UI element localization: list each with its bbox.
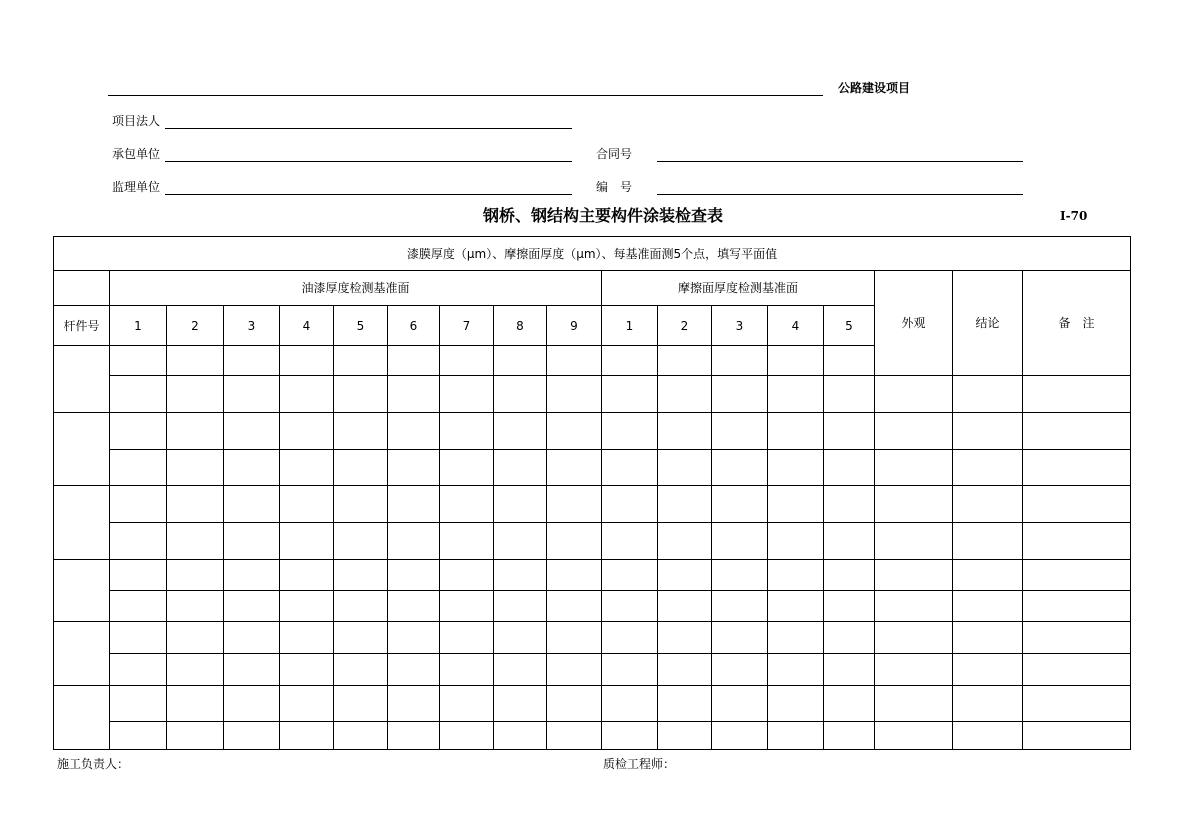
table-cell[interactable]: [440, 560, 494, 591]
conclusion-cell[interactable]: [953, 654, 1023, 686]
table-cell[interactable]: [110, 346, 167, 376]
remarks-cell[interactable]: [1023, 560, 1131, 591]
table-cell[interactable]: [280, 376, 334, 413]
legal-person-label: 项目法人: [112, 114, 161, 128]
table-cell[interactable]: [440, 376, 494, 413]
conclusion-cell[interactable]: [953, 450, 1023, 486]
table-cell[interactable]: [334, 413, 388, 450]
table-cell[interactable]: [224, 686, 280, 722]
table-cell[interactable]: [658, 450, 712, 486]
member-no-cell[interactable]: [54, 622, 110, 686]
table-cell[interactable]: [440, 654, 494, 686]
friction-col-header: 3: [712, 306, 768, 346]
table-cell[interactable]: [712, 622, 768, 654]
contract-no-line: [657, 161, 1023, 162]
table-cell[interactable]: [167, 622, 224, 654]
table-cell[interactable]: [602, 591, 658, 622]
table-cell[interactable]: [494, 376, 547, 413]
paint-col-header: 1: [110, 306, 167, 346]
table-cell[interactable]: [110, 450, 167, 486]
table-cell[interactable]: [494, 591, 547, 622]
table-cell[interactable]: [167, 722, 224, 750]
table-cell[interactable]: [658, 654, 712, 686]
table-cell[interactable]: [658, 591, 712, 622]
table-cell[interactable]: [768, 591, 824, 622]
table-cell[interactable]: [712, 591, 768, 622]
quality-engineer-label: 质检工程师：: [603, 757, 676, 771]
table-banner: 漆膜厚度（μm）、摩擦面厚度（μm）、每基准面测5个点，填写平面值: [54, 237, 1131, 271]
table-cell[interactable]: [334, 346, 388, 376]
table-cell[interactable]: [494, 560, 547, 591]
table-cell[interactable]: [824, 654, 875, 686]
table-cell[interactable]: [280, 450, 334, 486]
table-cell[interactable]: [768, 486, 824, 523]
project-suffix: 公路建设项目: [838, 81, 911, 95]
table-cell[interactable]: [658, 413, 712, 450]
table-cell[interactable]: [440, 413, 494, 450]
member-no-cell[interactable]: [54, 686, 110, 750]
table-cell[interactable]: [280, 654, 334, 686]
conclusion-cell[interactable]: [953, 560, 1023, 591]
conclusion-cell[interactable]: [953, 622, 1023, 654]
table-cell[interactable]: [658, 376, 712, 413]
table-cell[interactable]: [110, 376, 167, 413]
table-cell[interactable]: [824, 622, 875, 654]
form-code: I-70: [1060, 209, 1088, 223]
table-cell[interactable]: [547, 523, 602, 560]
conclusion-cell[interactable]: [953, 686, 1023, 722]
member-no-header: 杆件号: [54, 306, 110, 346]
table-cell[interactable]: [494, 523, 547, 560]
table-cell[interactable]: [602, 413, 658, 450]
table-cell[interactable]: [167, 654, 224, 686]
paint-col-header: 5: [334, 306, 388, 346]
table-cell[interactable]: [602, 654, 658, 686]
table-cell[interactable]: [494, 654, 547, 686]
conclusion-header: 结论: [953, 271, 1023, 376]
table-cell[interactable]: [547, 654, 602, 686]
table-cell[interactable]: [388, 654, 440, 686]
table-cell[interactable]: [547, 450, 602, 486]
table-cell[interactable]: [494, 413, 547, 450]
table-cell[interactable]: [712, 413, 768, 450]
table-cell[interactable]: [110, 523, 167, 560]
table-cell[interactable]: [712, 523, 768, 560]
table-cell[interactable]: [280, 686, 334, 722]
construction-lead-label: 施工负责人：: [57, 757, 130, 771]
table-cell[interactable]: [224, 486, 280, 523]
table-cell[interactable]: [768, 523, 824, 560]
table-cell[interactable]: [224, 560, 280, 591]
table-cell[interactable]: [334, 450, 388, 486]
conclusion-cell[interactable]: [953, 413, 1023, 450]
table-cell[interactable]: [602, 486, 658, 523]
table-cell[interactable]: [712, 560, 768, 591]
table-cell[interactable]: [547, 722, 602, 750]
table-cell[interactable]: [334, 486, 388, 523]
table-cell[interactable]: [768, 450, 824, 486]
table-cell[interactable]: [334, 722, 388, 750]
table-cell[interactable]: [167, 523, 224, 560]
appearance-cell[interactable]: [875, 722, 953, 750]
table-cell[interactable]: [388, 686, 440, 722]
conclusion-cell[interactable]: [953, 591, 1023, 622]
table-cell[interactable]: [224, 622, 280, 654]
table-cell[interactable]: [110, 686, 167, 722]
table-cell[interactable]: [494, 622, 547, 654]
table-cell[interactable]: [224, 450, 280, 486]
table-cell[interactable]: [110, 591, 167, 622]
friction-group-header: 摩擦面厚度检测基准面: [602, 271, 875, 306]
table-cell[interactable]: [280, 722, 334, 750]
table-cell[interactable]: [824, 722, 875, 750]
table-cell[interactable]: [167, 686, 224, 722]
table-cell[interactable]: [440, 346, 494, 376]
table-cell[interactable]: [388, 591, 440, 622]
table-cell[interactable]: [658, 722, 712, 750]
table-cell[interactable]: [547, 346, 602, 376]
table-cell[interactable]: [712, 346, 768, 376]
table-cell[interactable]: [768, 560, 824, 591]
legal-person-line: [165, 128, 572, 129]
table-cell[interactable]: [494, 722, 547, 750]
appearance-cell[interactable]: [875, 486, 953, 523]
table-cell[interactable]: [110, 622, 167, 654]
table-cell[interactable]: [824, 376, 875, 413]
paint-col-header: 8: [494, 306, 547, 346]
friction-col-header: 2: [658, 306, 712, 346]
table-cell[interactable]: [602, 722, 658, 750]
table-cell[interactable]: [440, 686, 494, 722]
table-cell[interactable]: [110, 722, 167, 750]
friction-col-header: 5: [824, 306, 875, 346]
table-cell[interactable]: [768, 654, 824, 686]
member-no-cell[interactable]: [54, 560, 110, 622]
table-cell[interactable]: [547, 486, 602, 523]
table-cell[interactable]: [280, 591, 334, 622]
table-cell[interactable]: [547, 376, 602, 413]
table-cell[interactable]: [602, 686, 658, 722]
corner-cell: [54, 271, 110, 306]
friction-col-header: 1: [602, 306, 658, 346]
table-cell[interactable]: [658, 686, 712, 722]
supervisor-line: [165, 194, 572, 195]
remarks-cell[interactable]: [1023, 686, 1131, 722]
table-cell[interactable]: [167, 486, 224, 523]
table-cell[interactable]: [658, 622, 712, 654]
table-cell[interactable]: [110, 486, 167, 523]
remarks-cell[interactable]: [1023, 376, 1131, 413]
table-cell[interactable]: [224, 346, 280, 376]
appearance-cell[interactable]: [875, 376, 953, 413]
table-cell[interactable]: [440, 722, 494, 750]
table-cell[interactable]: [440, 523, 494, 560]
paint-col-header: 7: [440, 306, 494, 346]
table-cell[interactable]: [824, 560, 875, 591]
table-cell[interactable]: [280, 346, 334, 376]
table-cell[interactable]: [440, 591, 494, 622]
table-cell[interactable]: [167, 413, 224, 450]
remarks-cell[interactable]: [1023, 486, 1131, 523]
form-title: 钢桥、钢结构主要构件涂装检查表: [483, 206, 724, 225]
table-cell[interactable]: [334, 654, 388, 686]
table-cell[interactable]: [388, 560, 440, 591]
paint-col-header: 9: [547, 306, 602, 346]
remarks-cell[interactable]: [1023, 413, 1131, 450]
contractor-line: [165, 161, 572, 162]
paint-col-header: 4: [280, 306, 334, 346]
serial-no-label: 编 号: [596, 180, 633, 194]
table-cell[interactable]: [547, 413, 602, 450]
serial-no-line: [657, 194, 1023, 195]
project-name-line: [108, 95, 823, 96]
table-cell[interactable]: [602, 450, 658, 486]
appearance-cell[interactable]: [875, 686, 953, 722]
table-cell[interactable]: [768, 346, 824, 376]
table-cell[interactable]: [658, 523, 712, 560]
appearance-cell[interactable]: [875, 450, 953, 486]
paint-group-header: 油漆厚度检测基准面: [110, 271, 602, 306]
table-cell[interactable]: [224, 591, 280, 622]
table-cell[interactable]: [547, 686, 602, 722]
appearance-cell[interactable]: [875, 654, 953, 686]
member-no-cell[interactable]: [54, 413, 110, 486]
conclusion-cell[interactable]: [953, 523, 1023, 560]
table-cell[interactable]: [334, 686, 388, 722]
table-cell[interactable]: [110, 413, 167, 450]
table-cell[interactable]: [280, 622, 334, 654]
paint-col-header: 2: [167, 306, 224, 346]
table-cell[interactable]: [712, 486, 768, 523]
table-cell[interactable]: [440, 622, 494, 654]
table-cell[interactable]: [547, 591, 602, 622]
appearance-cell[interactable]: [875, 413, 953, 450]
table-cell[interactable]: [712, 686, 768, 722]
table-cell[interactable]: [602, 560, 658, 591]
appearance-header: 外观: [875, 271, 953, 376]
table-cell[interactable]: [768, 686, 824, 722]
remarks-cell[interactable]: [1023, 654, 1131, 686]
conclusion-cell[interactable]: [953, 376, 1023, 413]
table-cell[interactable]: [494, 346, 547, 376]
table-cell[interactable]: [110, 560, 167, 591]
table-cell[interactable]: [167, 560, 224, 591]
table-cell[interactable]: [602, 346, 658, 376]
table-cell[interactable]: [224, 376, 280, 413]
table-cell[interactable]: [388, 523, 440, 560]
table-cell[interactable]: [824, 523, 875, 560]
table-cell[interactable]: [824, 450, 875, 486]
table-cell[interactable]: [167, 376, 224, 413]
appearance-cell[interactable]: [875, 591, 953, 622]
table-cell[interactable]: [388, 376, 440, 413]
table-cell[interactable]: [334, 622, 388, 654]
table-cell[interactable]: [110, 654, 167, 686]
paint-col-header: 6: [388, 306, 440, 346]
table-cell[interactable]: [658, 486, 712, 523]
appearance-cell[interactable]: [875, 523, 953, 560]
table-cell[interactable]: [494, 450, 547, 486]
table-cell[interactable]: [824, 413, 875, 450]
table-cell[interactable]: [712, 654, 768, 686]
contract-no-label: 合同号: [596, 147, 633, 161]
table-cell[interactable]: [167, 450, 224, 486]
table-cell[interactable]: [547, 560, 602, 591]
friction-col-header: 4: [768, 306, 824, 346]
table-cell[interactable]: [712, 376, 768, 413]
table-cell[interactable]: [280, 560, 334, 591]
table-cell[interactable]: [494, 486, 547, 523]
member-no-cell[interactable]: [54, 346, 110, 413]
table-cell[interactable]: [167, 346, 224, 376]
table-cell[interactable]: [224, 654, 280, 686]
table-cell[interactable]: [334, 560, 388, 591]
remarks-cell[interactable]: [1023, 622, 1131, 654]
conclusion-cell[interactable]: [953, 486, 1023, 523]
table-cell[interactable]: [824, 346, 875, 376]
paint-col-header: 3: [224, 306, 280, 346]
table-cell[interactable]: [388, 413, 440, 450]
table-cell[interactable]: [712, 450, 768, 486]
table-cell[interactable]: [224, 722, 280, 750]
remarks-cell[interactable]: [1023, 523, 1131, 560]
table-cell[interactable]: [602, 376, 658, 413]
table-cell[interactable]: [167, 591, 224, 622]
table-cell[interactable]: [768, 413, 824, 450]
table-cell[interactable]: [547, 622, 602, 654]
table-cell[interactable]: [440, 450, 494, 486]
table-cell[interactable]: [224, 523, 280, 560]
remarks-cell[interactable]: [1023, 722, 1131, 750]
table-cell[interactable]: [388, 346, 440, 376]
inspection-table: [53, 236, 1131, 750]
table-cell[interactable]: [388, 722, 440, 750]
table-cell[interactable]: [824, 686, 875, 722]
table-cell[interactable]: [494, 686, 547, 722]
remarks-cell[interactable]: [1023, 591, 1131, 622]
table-cell[interactable]: [658, 346, 712, 376]
table-cell[interactable]: [658, 560, 712, 591]
table-cell[interactable]: [440, 486, 494, 523]
table-cell[interactable]: [334, 376, 388, 413]
table-cell[interactable]: [388, 622, 440, 654]
remarks-header: 备 注: [1023, 271, 1131, 376]
table-cell[interactable]: [768, 622, 824, 654]
table-cell[interactable]: [712, 722, 768, 750]
table-cell[interactable]: [824, 591, 875, 622]
table-cell[interactable]: [824, 486, 875, 523]
table-cell[interactable]: [768, 722, 824, 750]
supervisor-label: 监理单位: [112, 180, 161, 194]
conclusion-cell[interactable]: [953, 722, 1023, 750]
table-cell[interactable]: [334, 523, 388, 560]
table-cell[interactable]: [602, 622, 658, 654]
table-cell[interactable]: [280, 413, 334, 450]
table-cell[interactable]: [280, 523, 334, 560]
table-cell[interactable]: [388, 450, 440, 486]
table-cell[interactable]: [768, 376, 824, 413]
appearance-cell[interactable]: [875, 622, 953, 654]
table-cell[interactable]: [388, 486, 440, 523]
member-no-cell[interactable]: [54, 486, 110, 560]
table-cell[interactable]: [334, 591, 388, 622]
remarks-cell[interactable]: [1023, 450, 1131, 486]
table-cell[interactable]: [280, 486, 334, 523]
table-cell[interactable]: [224, 413, 280, 450]
appearance-cell[interactable]: [875, 560, 953, 591]
contractor-label: 承包单位: [112, 147, 161, 161]
table-cell[interactable]: [602, 523, 658, 560]
